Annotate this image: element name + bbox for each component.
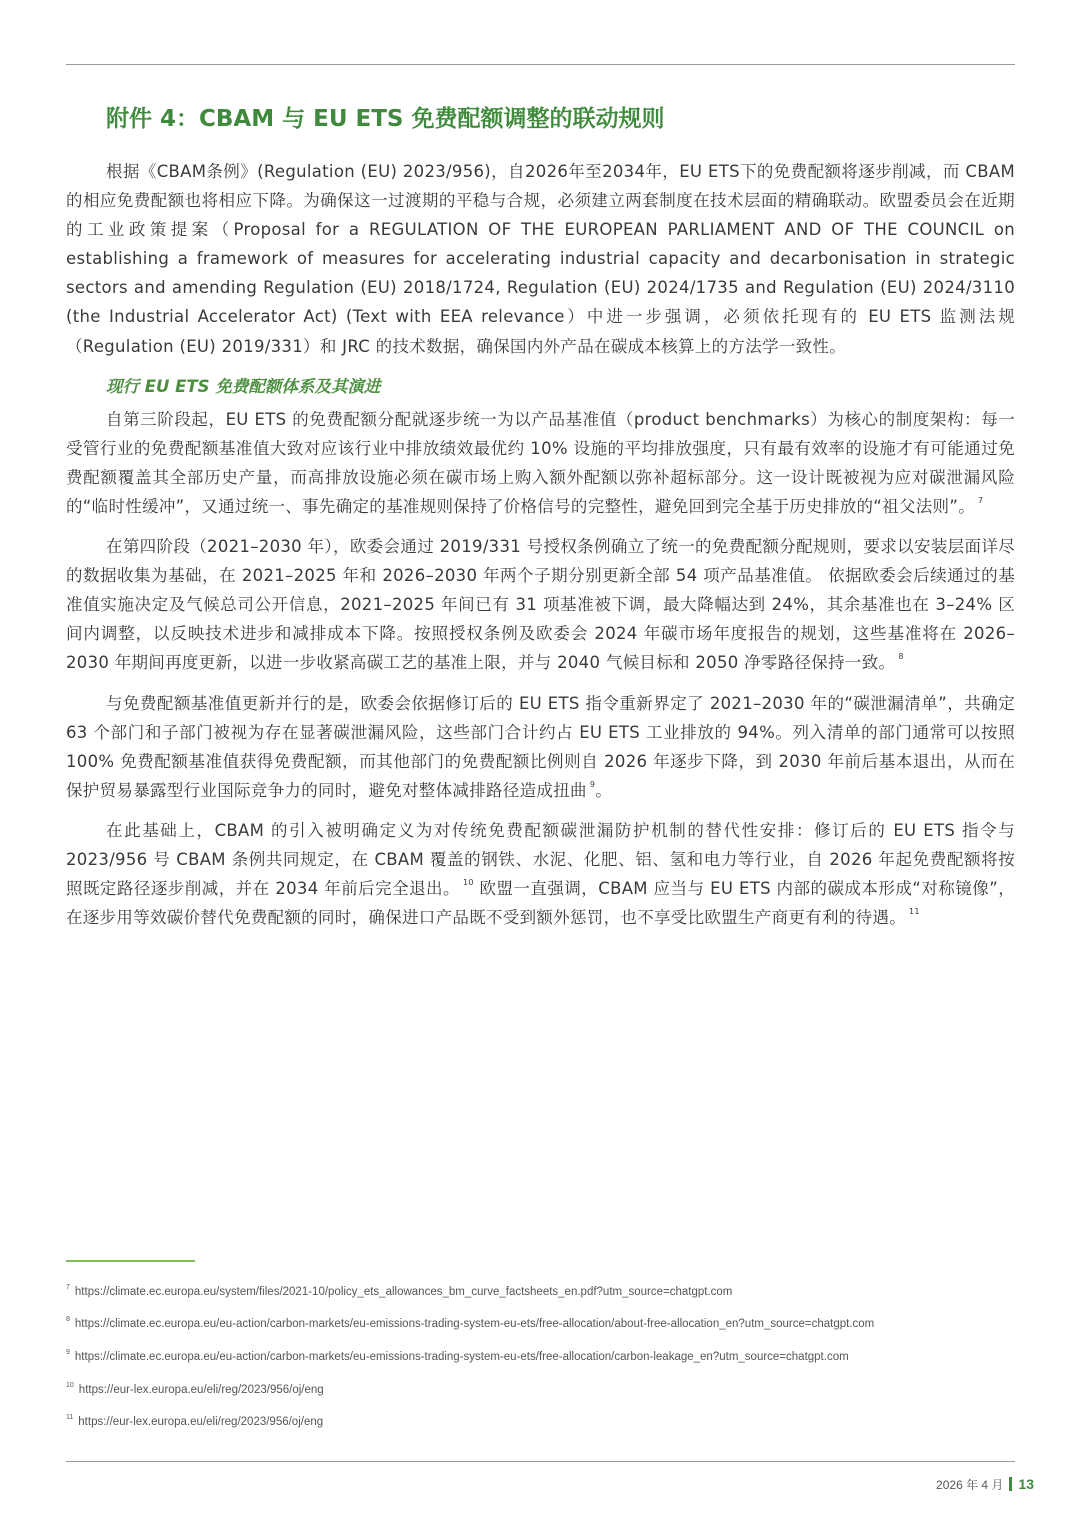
footnote-ref-10[interactable]: 10 bbox=[462, 878, 474, 888]
footnote-link[interactable]: https://climate.ec.europa.eu/eu-action/carbon-markets/eu-emissions-trading-system-eu-ets/free-allocation/carbon-leakage_en?utm_source=chatgpt.com bbox=[74, 1351, 849, 1363]
footnote-ref-11[interactable]: 11 bbox=[909, 907, 920, 917]
footnote-number: 10 bbox=[66, 1382, 74, 1389]
footer-separator bbox=[1009, 1477, 1012, 1491]
body-paragraph-cbam: 在此基础上，CBAM 的引入被明确定义为对传统免费配额碳泄漏防护机制的替代性安排：修订后的 EU ETS 指令与 2023/956 号 CBAM 条例共同规定，在 CBAM 覆盖的钢铁、水泥、化肥、铝、氢和电力等行业，自 2026 年起免费配额将按照既定路径逐步削减，并在 2034 年前后完全退出。 $^{10}$ 欧盟一直强调，CBAM 应当与 EU ETS 内部的碳成本形成“对称镜像”，在逐步用等效碳价替代免费配额的同时，确保进口产品既不受到额外惩罚，也不享受比欧盟生产商更有利的待遇。 $^{11}$ bbox=[66, 820, 1016, 928]
body-paragraph-benchmarks: 自第三阶段起，EU ETS 的免费配额分配就逐步统一为以产品基准值（product benchmarks）为核心的制度架构：每一受管行业的免费配额基准值大致对应该行业中排放绩效最优约 10% 设施的平均排放强度，只有最有效率的设施才有可能通过免费配额覆盖其全部历史产量，而高排放设施必须在碳市场上购入额外配额以弥补超标部分。这一设计既被视为应对碳泄漏风险的“临时性缓冲”，又通过统一、事先确定的基准规则保持了价格信号的完整性，避免回到完全基于历史排放的“祖父法则”。 $^7$ bbox=[66, 409, 1015, 516]
top-rule bbox=[66, 64, 1015, 65]
body-paragraph-phase4: 在第四阶段（2021–2030 年），欧委会通过 2019/331 号授权条例确立了统一的免费配额分配规则，要求以安装层面详尽的数据收集为基础，在 2021–2025 年和 2026–2030 年两个子期分别更新全部 54 项产品基准值。 依据欧委会后续通过的基准值实施决定及气候总司公开信息，2021–2025 年间已有 31 项基准被下调，最大降幅达到 24%，其余基准也在 3–24% 区间内调整，以反映技术进步和减排成本下降。按照授权条例及欧委会 2024 年碳市场年度报告的规划，这些基准将在 2026–2030 年期间再度更新，以进一步收紧高碳工艺的基准上限，并与 2040 气候目标和 2050 净零路径保持一致。 $^8$ bbox=[66, 537, 1015, 673]
footnote-link[interactable]: https://climate.ec.europa.eu/eu-action/carbon-markets/eu-emissions-trading-system-eu-ets/free-allocation/about-free-allocation_en?utm_source=chatgpt.com bbox=[74, 1318, 875, 1330]
footnote-7 bbox=[66, 1280, 732, 1300]
body-paragraph-leakage-list: 与免费配额基准值更新并行的是，欧委会依据修订后的 EU ETS 指令重新界定了 2021–2030 年的“碳泄漏清单”，共确定 63 个部门和子部门被视为存在显著碳泄漏风险，这些部门合计约占 EU ETS 工业排放的 94%。列入清单的部门通常可以按照 100% 免费配额基准值获得免费配额，而其他部门的免费配额比例则自 2026 年逐步下降，到 2030 年前后基本退出，从而在保护贸易暴露型行业国际竞争力的同时，避免对整体减排路径造成扭曲 $^9$。 bbox=[66, 693, 1015, 800]
footnote-divider bbox=[66, 1260, 195, 1262]
footnote-link[interactable]: https://eur-lex.europa.eu/eli/reg/2023/956/oj/eng bbox=[78, 1384, 324, 1396]
footnote-number: 11 bbox=[66, 1414, 74, 1421]
footnote-11 bbox=[66, 1410, 323, 1430]
footnote-8 bbox=[66, 1312, 874, 1332]
footnote-link[interactable]: https://climate.ec.europa.eu/system/files/2021-10/policy_ets_allowances_bm_curve_factsheets_en.pdf?utm_source=chatgpt.com bbox=[74, 1286, 733, 1298]
bottom-rule bbox=[66, 1461, 1015, 1462]
footnote-ref-8[interactable]: 8 bbox=[898, 652, 904, 662]
page-title: 附件 4：CBAM 与 EU ETS 免费配额调整的联动规则 bbox=[106, 106, 665, 132]
footnote-link[interactable]: https://eur-lex.europa.eu/eli/reg/2023/956/oj/eng bbox=[78, 1416, 324, 1428]
footnote-number: 7 bbox=[66, 1284, 70, 1291]
footnote-ref-9[interactable]: 9 bbox=[589, 779, 596, 789]
intro-paragraph: 根据《CBAM条例》(Regulation (EU) 2023/956)，自2026年至2034年，EU ETS下的免费配额将逐步削减，而 CBAM 的相应免费配额也将相应下降。为确保这一过渡期的平稳与合规，必须建立两套制度在技术层面的精确联动。欧盟委员会在近期的工业政策提案（Proposal for a REGULATION OF THE EUROPEAN PARLIAMENT AND OF THE COUNCIL on establishing a framework of measures for accelerating industrial capacity and decarbonisation in strategic sectors and amending Regulation (EU) 2018/1724, Regulation (EU) 2024/1735 and Regulation (EU) 2024/3110 (the Industrial Accelerator Act) (Text with EEA relevance）中进一步强调，必须依托现有的 EU ETS 监测法规（Regulation (EU) 2019/331）和 JRC 的技术数据，确保国内外产品在碳成本核算上的方法学一致性。 bbox=[66, 162, 1015, 356]
page-number: 13 bbox=[1018, 1476, 1034, 1492]
footnote-number: 8 bbox=[66, 1316, 70, 1323]
footnote-10 bbox=[66, 1378, 324, 1398]
footer-date: 2026 年 4 月 bbox=[936, 1477, 1004, 1492]
page-footer bbox=[936, 1474, 1034, 1494]
main-content bbox=[66, 157, 1015, 932]
section-heading: 现行 EU ETS 免费配额体系及其演进 bbox=[106, 376, 381, 396]
footnote-number: 9 bbox=[66, 1349, 70, 1356]
footnote-9 bbox=[66, 1345, 849, 1365]
footnote-ref-7[interactable]: 7 bbox=[978, 495, 984, 505]
